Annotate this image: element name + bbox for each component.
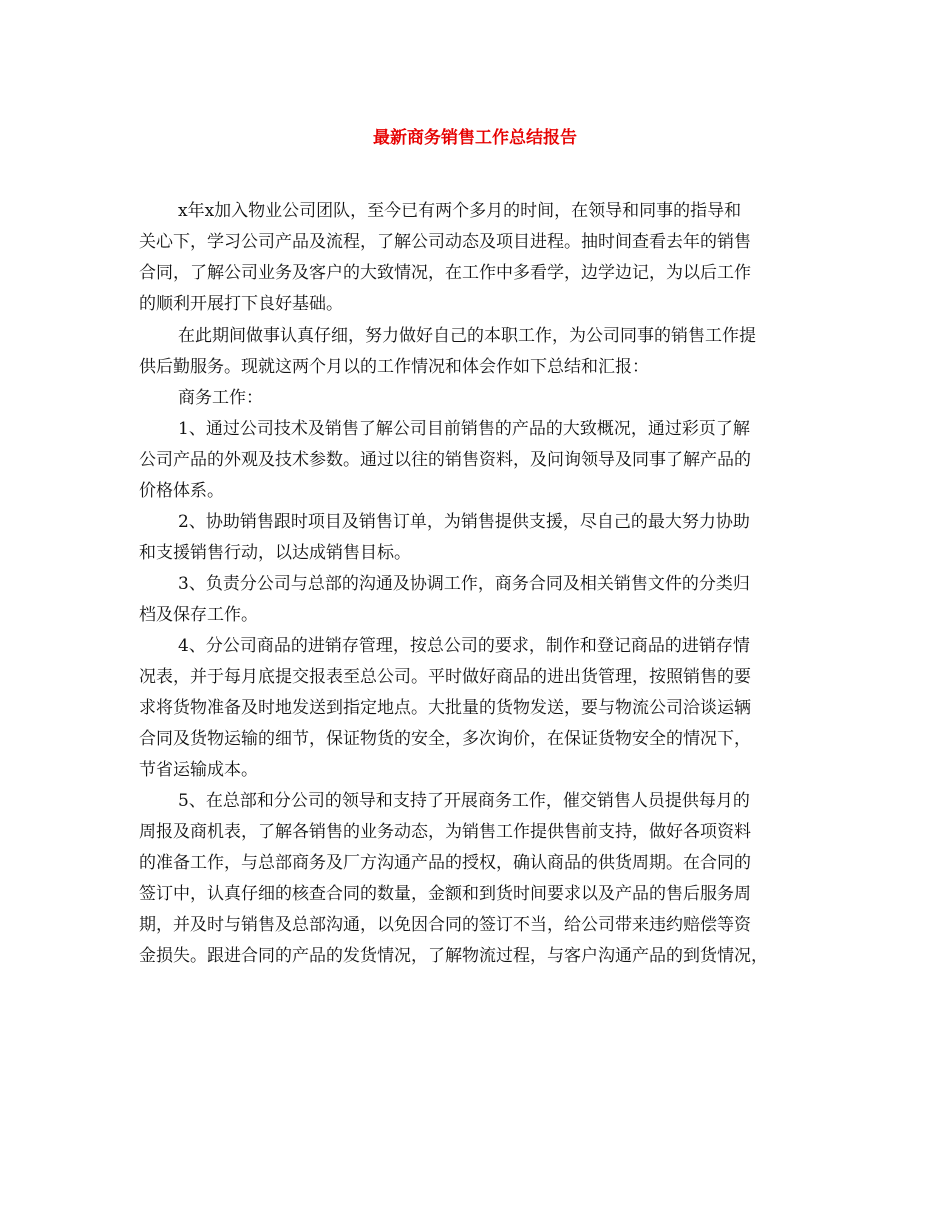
body-line: 1、通过公司技术及销售了解公司目前销售的产品的大致概况，通过彩页了解 (178, 419, 750, 439)
body-line: 合同及货物运输的细节，保证物货的安全，多次询价，在保证货物安全的情况下， (139, 729, 751, 749)
body-line: 签订中，认真仔细的核查合同的数量，金额和到货时间要求以及产品的售后服务周 (139, 884, 751, 904)
body-line: 的准备工作，与总部商务及厂方沟通产品的授权，确认商品的供货周期。在合同的 (139, 853, 751, 873)
body-line: 供后勤服务。现就这两个月以的工作情况和体会作如下总结和汇报： (139, 357, 649, 377)
body-line: 和支援销售行动，以达成销售目标。 (139, 543, 411, 563)
body-line: 5、在总部和分公司的领导和支持了开展商务工作，催交销售人员提供每月的 (178, 791, 750, 811)
body-line: 求将货物准备及时地发送到指定地点。大批量的货物发送，要与物流公司洽谈运辆 (139, 698, 751, 718)
body-line: 况表，并于每月底提交报表至总公司。平时做好商品的进出货管理，按照销售的要 (139, 667, 751, 687)
body-line: 价格体系。 (139, 481, 224, 501)
body-line: 的顺利开展打下良好基础。 (139, 294, 343, 314)
body-line: 关心下，学习公司产品及流程，了解公司动态及项目进程。抽时间查看去年的销售 (139, 232, 751, 252)
body-line: 在此期间做事认真仔细，努力做好自己的本职工作，为公司同事的销售工作提 (178, 326, 756, 346)
body-line: 节省运输成本。 (139, 760, 258, 780)
document-title: 最新商务销售工作总结报告 (373, 128, 577, 148)
body-line: 合同，了解公司业务及客户的大致情况，在工作中多看学，边学边记，为以后工作 (139, 263, 751, 283)
body-line: 3、负责分公司与总部的沟通及协调工作，商务合同及相关销售文件的分类归 (178, 574, 750, 594)
body-line: 公司产品的外观及技术参数。通过以往的销售资料，及问询领导及同事了解产品的 (139, 450, 751, 470)
body-line: 2、协助销售跟时项目及销售订单，为销售提供支援，尽自己的最大努力协助 (178, 512, 750, 532)
body-line: 期，并及时与销售及总部沟通，以免因合同的签订不当，给公司带来违约赔偿等资 (139, 915, 751, 935)
body-line: 商务工作： (178, 388, 263, 408)
body-line: x年x加入物业公司团队，至今已有两个多月的时间，在领导和同事的指导和 (178, 201, 742, 221)
body-line: 周报及商机表，了解各销售的业务动态，为销售工作提供售前支持，做好各项资料 (139, 822, 751, 842)
body-line: 金损失。跟进合同的产品的发货情况，了解物流过程，与客户沟通产品的到货情况， (139, 946, 768, 966)
body-line: 档及保存工作。 (139, 605, 258, 625)
body-line: 4、分公司商品的进销存管理，按总公司的要求，制作和登记商品的进销存情 (178, 636, 750, 656)
